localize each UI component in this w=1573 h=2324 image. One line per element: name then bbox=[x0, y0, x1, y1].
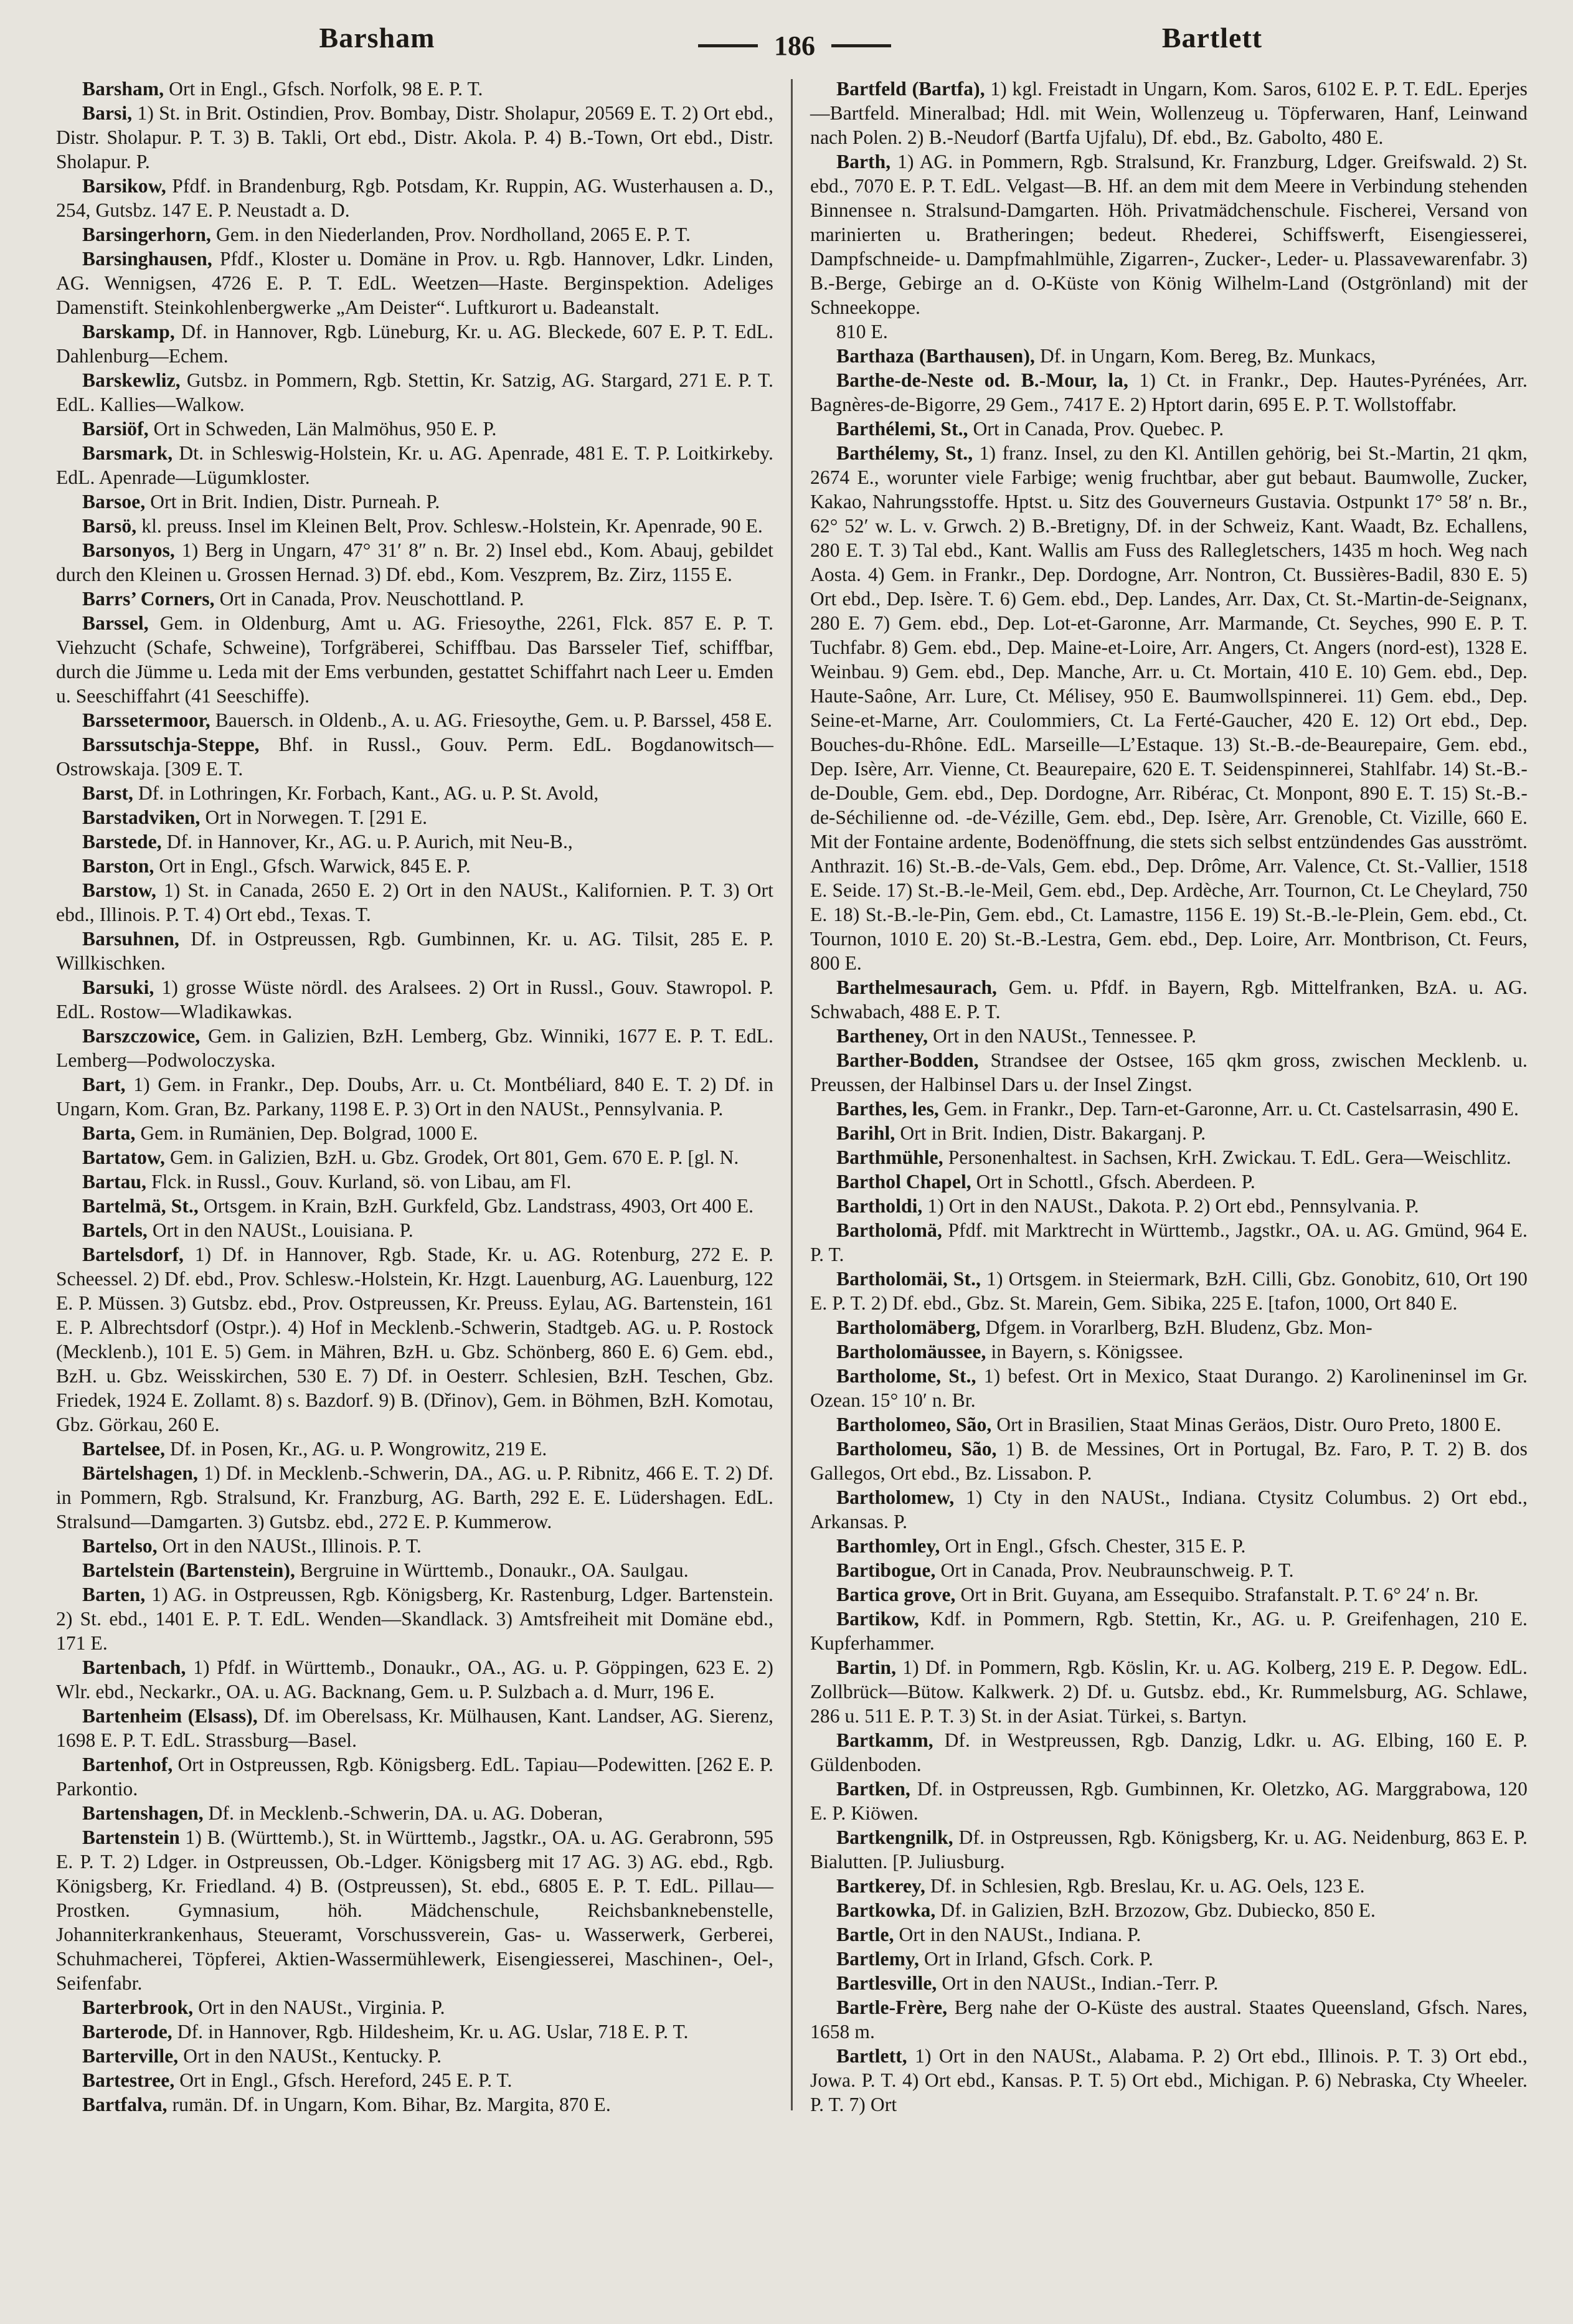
entry-text: Ort in Canada, Prov. Neuschottland. P. bbox=[219, 588, 524, 610]
entry bbox=[810, 1169, 1528, 1194]
entry-headword: Bartken, bbox=[836, 1778, 910, 1800]
entry-headword: Bartlemy, bbox=[836, 1948, 919, 1970]
entry-headword: Barterbrook, bbox=[82, 1996, 194, 2018]
entry-text: Gem. in Frankr., Dep. Tarn-et-Garonne, Arr. u. Ct. Castelsarrasin, 490 E. bbox=[943, 1098, 1519, 1120]
entry-text: Df. in Galizien, BzH. Brzozow, Gbz. Dubiecko, 850 E. bbox=[940, 1899, 1376, 1921]
entry bbox=[56, 1145, 773, 1169]
entry-text: Dt. in Schleswig-Holstein, Kr. u. AG. Apenrade, 481 E. T. P. Loitkirkeby. EdL. Apenrade—Lügumkloster. bbox=[56, 442, 773, 488]
entry bbox=[56, 927, 773, 975]
entry-text: 1) kgl. Freistadt in Ungarn, Kom. Saros, 6102 E. P. T. EdL. Eperjes—Bartfeld. Mineralbad; Hdl. mit Wein, Wollenzeug u. Töpferwaren, Hanf, Leinwand nach Polen. 2) B.-Neudorf (Bartfa Ujfalu), Df. ebd., Bz. Gabolto, 480 E. bbox=[810, 78, 1528, 148]
entry bbox=[56, 319, 773, 368]
entry-text: Df. in Mecklenb.-Schwerin, DA. u. AG. Doberan, bbox=[208, 1802, 603, 1824]
entry bbox=[56, 538, 773, 587]
entry bbox=[810, 1364, 1528, 1412]
entry-headword: Barthol Chapel, bbox=[836, 1171, 971, 1193]
entry-text: 810 E. bbox=[836, 321, 888, 342]
entry-text: 1) B. (Württemb.), St. in Württemb., Jagstkr., OA. u. AG. Gerabronn, 595 E. P. T. 2) Ldger. in Ostpreussen, Ob.-Ldger. Königsberg mit 17 AG. 3) AG. ebd., Rgb. Königsberg, Kr. Friedland. 4) B. (Ostpreussen), St. ebd., 6805 E. P. T. EdL. Pillau—Prostken. Gymnasium, höh. Mädchenschule, Reichsbanknebenstelle, Johanniterkrankenhaus, Steueramt, Vorschussverein, Gas- u. Wasserwerk, Gerberei, Schuhmacherei, Töpferei, Aktien-Wassermühlewerk, Eisengiesserei, Maschinen-, Oel-, Seifenfabr. bbox=[56, 1826, 773, 1994]
entry-headword: Barsi, bbox=[82, 102, 133, 124]
entry-headword: Barsinghausen, bbox=[82, 248, 212, 270]
entry-headword: Barterville, bbox=[82, 2045, 179, 2067]
entry-text: 1) Df. in Mecklenb.-Schwerin, DA., AG. u. P. Ribnitz, 466 E. T. 2) Df. in Pommern, Rgb. Stralsund, Kr. Franzburg, AG. Barth, 292 E. E. Lüdershagen. EdL. Stralsund—Damgarten. 3) Gutsbz. ebd., 272 E. P. Kummerow. bbox=[56, 1462, 773, 1533]
entry bbox=[810, 1339, 1528, 1364]
entry-text: Gutsbz. in Pommern, Rgb. Stettin, Kr. Satzig, AG. Stargard, 271 E. P. T. EdL. Kallies—Walkow. bbox=[56, 369, 773, 415]
entry bbox=[810, 1655, 1528, 1728]
entry bbox=[56, 77, 773, 101]
entry-text: Pfdf., Kloster u. Domäne in Prov. u. Rgb. Hannover, Ldkr. Linden, AG. Wennigsen, 4726 E. P. T. EdL. Weetzen—Haste. Berginspektion. Adeliges Damenstift. Steinkohlenbergwerke „Am Deister“. Luftkurort u. Badeanstalt. bbox=[56, 248, 773, 318]
entry-headword: Barskamp, bbox=[82, 321, 175, 342]
entry-headword: Barsiöf, bbox=[82, 418, 149, 440]
entry-text: Df. in Ostpreussen, Rgb. Gumbinnen, Kr. Oletzko, AG. Marggrabowa, 120 E. P. Kiöwen. bbox=[810, 1778, 1528, 1824]
entry-text: Ort in den NAUSt., Indiana. P. bbox=[899, 1924, 1141, 1945]
entry-headword: Bartholomeo, São, bbox=[836, 1414, 992, 1435]
entry-text: Ort in Brit. Indien, Distr. Purneah. P. bbox=[150, 491, 440, 513]
entry-headword: Barssutschja-Steppe, bbox=[82, 734, 260, 755]
page-number: 186 bbox=[774, 31, 815, 61]
entry bbox=[810, 1121, 1528, 1145]
entry-headword: Bartelso, bbox=[82, 1535, 158, 1557]
entry bbox=[810, 975, 1528, 1024]
entry-text: Ort in Engl., Gfsch. Warwick, 845 E. P. bbox=[159, 855, 471, 877]
entry-text: Ort in Schottl., Gfsch. Aberdeen. P. bbox=[976, 1171, 1255, 1193]
entry-headword: Bartels, bbox=[82, 1219, 148, 1241]
entry-text: Dfgem. in Vorarlberg, BzH. Bludenz, Gbz. Mon- bbox=[985, 1316, 1372, 1338]
entry-text: Ort in Canada, Prov. Quebec. P. bbox=[973, 418, 1224, 440]
entry-text: Ort in Irland, Gfsch. Cork. P. bbox=[923, 1948, 1153, 1970]
entry bbox=[810, 1485, 1528, 1534]
entry bbox=[810, 1898, 1528, 1922]
entry-headword: Bartholdi, bbox=[836, 1195, 923, 1217]
entry-text: Gem. in Rumänien, Dep. Bolgrad, 1000 E. bbox=[140, 1122, 478, 1144]
entry-headword: Barsingerhorn, bbox=[82, 224, 212, 245]
entry-text: kl. preuss. Insel im Kleinen Belt, Prov. Schlesw.-Holstein, Kr. Apenrade, 90 E. bbox=[141, 515, 763, 537]
entry-headword: Barsuki, bbox=[82, 976, 154, 998]
entry bbox=[56, 1437, 773, 1461]
entry-text: Ortsgem. in Krain, BzH. Gurkfeld, Gbz. Landstrass, 4903, Ort 400 E. bbox=[203, 1195, 754, 1217]
entry-headword: Barsuhnen, bbox=[82, 928, 179, 950]
entry-headword: Barszczowice, bbox=[82, 1025, 201, 1047]
entry-headword: Bartkengnilk, bbox=[836, 1826, 953, 1848]
entry bbox=[810, 1728, 1528, 1777]
entry-text: Df. in Westpreussen, Rgb. Danzig, Ldkr. u. AG. Elbing, 160 E. P. Güldenboden. bbox=[810, 1729, 1528, 1775]
entry-headword: Bartikow, bbox=[836, 1608, 920, 1630]
entry-headword: Barthélemi, St., bbox=[836, 418, 968, 440]
entry bbox=[810, 1971, 1528, 1995]
entry bbox=[810, 1315, 1528, 1339]
entry-headword: Bartheney, bbox=[836, 1025, 928, 1047]
entry-text: 1) franz. Insel, zu den Kl. Antillen gehörig, bei St.-Martin, 21 qkm, 2674 E., worunter viele Farbige; wenig fruchtbar, aber gut bebaut. Baumwolle, Zucker, Kakao, Nahrungsstoffe. Hptst. u. Sitz des Gouverneurs Gustavia. Ostpunkt 17° 58′ n. Br., 62° 52′ w. L. v. Grwch. 2) B.-Bretigny, Df. in der Schweiz, Kant. Waadt, Bz. Echallens, 280 E. T. 3) Tal ebd., Kant. Wallis am Fuss des Rallegletschers, 1435 m hoch. Weg nach Aosta. 4) Gem. in Frankr., Dep. Dordogne, Arr. Nontron, Ct. Bussières-Badil, 830 E. 5) Ort ebd., Dep. Isère. T. 6) Gem. ebd., Dep. Landes, Arr. Dax, Ct. St.-Martin-de-Seignanx, 280 E. 7) Gem. ebd., Dep. Lot-et-Garonne, Arr. Marmande, Ct. Seyches, 990 E. P. T. Tuchfabr. 8) Gem. ebd., Dep. Maine-et-Loire, Arr. Angers, Ct. Angers (nord-est), 1328 E. Weinbau. 9) Gem. ebd., Dep. Manche, Arr. u. Ct. Mortain, 410 E. 10) Gem. ebd., Dep. Haute-Saône, Arr. Lure, Ct. Mélisey, 950 E. Baumwollspinnerei. 11) Gem. ebd., Dep. Seine-et-Marne, Arr. Coulommiers, Ct. La Ferté-Gaucher, 420 E. 12) Ort ebd., Dep. Bouches-du-Rhône. EdL. Marseille—L’Estaque. 13) St.-B.-de-Beaurepaire, Gem. ebd., Dep. Isère, Arr. Vienne, Ct. Beaurepaire, 620 E. T. Seidenspinnerei, Stahlfabr. 14) St.-B.-de-Double, Gem. ebd., Dep. Dordogne, Arr. Ribérac, Ct. Monpont, 890 E. T. 15) St.-B.-de-Séchilienne od. -de-Vézille, Gem. ebd., Dep. Isère, Arr. Grenoble, Ct. Vizille, 660 E. Mit der Fontaine ardente, Bodenöffnung, die stets sich selbst entzündendes Gas ausströmt. Anthrazit. 16) St.-B.-de-Vals, Gem. ebd., Dep. Drôme, Arr. Valence, Ct. St.-Vallier, 1518 E. Seide. 17) St.-B.-le-Meil, Gem. ebd., Dep. Ardèche, Arr. Tournon, Ct. Le Cheylard, 750 E. 18) St.-B.-le-Pin, Gem. ebd., Ct. Lamastre, 1156 E. 19) St.-B.-le-Plein, Gem. ebd., Ct. Tournon, 1010 E. 20) St.-B.-Lestra, Gem. ebd., Dep. Loire, Arr. Montbrison, Ct. Feurs, 800 E. bbox=[810, 442, 1528, 974]
entry-headword: Barssetermoor, bbox=[82, 709, 210, 731]
entry-text: 1) Cty in den NAUSt., Indiana. Ctysitz Columbus. 2) Ort ebd., Arkansas. P. bbox=[810, 1486, 1528, 1533]
entry-text: Df. in Lothringen, Kr. Forbach, Kant., AG. u. P. St. Avold, bbox=[138, 782, 599, 804]
entry-headword: Bartlesville, bbox=[836, 1972, 937, 1994]
entry-headword: Bartelsee, bbox=[82, 1438, 166, 1460]
entry bbox=[56, 611, 773, 708]
entry-headword: Bartkamm, bbox=[836, 1729, 933, 1751]
entry bbox=[810, 1825, 1528, 1874]
entry bbox=[56, 1072, 773, 1121]
entry-headword: Bartholomäberg, bbox=[836, 1316, 981, 1338]
entry bbox=[56, 2068, 773, 2092]
entry-headword: Bartholomäussee, bbox=[836, 1341, 986, 1363]
entry bbox=[56, 1024, 773, 1072]
entry bbox=[56, 2092, 773, 2117]
entry-text: 1) Ct. in Frankr., Dep. Hautes-Pyrénées, Arr. Bagnères-de-Bigorre, 29 Gem., 7417 E. 2) Hptort darin, 695 E. P. T. Wollstoffabr. bbox=[810, 369, 1528, 415]
entry-headword: Barrs’ Corners, bbox=[82, 588, 215, 610]
entry bbox=[56, 829, 773, 854]
entry-headword: Bartlett, bbox=[836, 2045, 907, 2067]
entry-text: Df. in Hannover, Rgb. Hildesheim, Kr. u. AG. Uslar, 718 E. P. T. bbox=[177, 2021, 689, 2043]
entry-headword: Bartenhof, bbox=[82, 1754, 173, 1775]
entry-text: Ort in den NAUSt., Louisiana. P. bbox=[152, 1219, 413, 1241]
column-left bbox=[56, 77, 773, 2117]
entry bbox=[810, 1607, 1528, 1655]
entry-headword: Bartholome, St., bbox=[836, 1365, 976, 1387]
entry bbox=[810, 1777, 1528, 1825]
entry bbox=[56, 174, 773, 222]
entry bbox=[810, 1218, 1528, 1267]
entry-text: Ort in den NAUSt., Illinois. P. T. bbox=[162, 1535, 422, 1557]
entry-text: Ort in Brasilien, Staat Minas Geräos, Distr. Ouro Preto, 1800 E. bbox=[996, 1414, 1501, 1435]
entry-headword: Bartle-Frère, bbox=[836, 1996, 948, 2018]
entry-headword: Barstadviken, bbox=[82, 806, 201, 828]
entry-text: Bhf. in Russl., Gouv. Perm. EdL. Bogdanowitsch—Ostrowskaja. [309 E. T. bbox=[56, 734, 773, 780]
entry bbox=[56, 1995, 773, 2019]
entry bbox=[56, 1558, 773, 1582]
entry-headword: Barthe-de-Neste od. B.-Mour, la, bbox=[836, 369, 1129, 391]
entry-headword: Barsham, bbox=[82, 78, 164, 100]
entry-headword: Bartibogue, bbox=[836, 1559, 936, 1581]
entry bbox=[56, 708, 773, 732]
entry bbox=[56, 1655, 773, 1704]
entry bbox=[56, 854, 773, 878]
entry bbox=[56, 1169, 773, 1194]
entry-headword: Bartelstein (Bartenstein), bbox=[82, 1559, 296, 1581]
entry-headword: Barthes, les, bbox=[836, 1098, 939, 1120]
entry bbox=[56, 368, 773, 417]
header-center bbox=[698, 30, 891, 62]
entry bbox=[56, 441, 773, 489]
entry-text: 1) Pfdf. in Württemb., Donaukr., OA., AG. u. P. Göppingen, 623 E. 2) Wlr. ebd., Neckarkr., OA. u. AG. Backnang, Gem. u. P. Sulzbach a. d. Murr, 196 E. bbox=[56, 1656, 773, 1703]
entry-text: 1) grosse Wüste nördl. des Aralsees. 2) Ort in Russl., Gouv. Stawropol. P. EdL. Rostow—Wladikawkas. bbox=[56, 976, 773, 1023]
entry bbox=[56, 417, 773, 441]
entry-headword: Bartelmä, St., bbox=[82, 1195, 199, 1217]
entry-headword: Barsikow, bbox=[82, 175, 166, 197]
entry bbox=[810, 2044, 1528, 2117]
entry-headword: Bärtelshagen, bbox=[82, 1462, 198, 1484]
entry bbox=[810, 1995, 1528, 2044]
entry-text: Personenhaltest. in Sachsen, KrH. Zwickau. T. EdL. Gera—Weischlitz. bbox=[948, 1146, 1511, 1168]
entry bbox=[810, 1947, 1528, 1971]
entry bbox=[810, 441, 1528, 975]
entry-headword: Bartholomä, bbox=[836, 1219, 942, 1241]
entry-text: 1) Df. in Pommern, Rgb. Köslin, Kr. u. AG. Kolberg, 219 E. P. Degow. EdL. Zollbrück—Bütow. Kalkwerk. 2) Df. u. Gutsbz. ebd., Kr. Rummelsburg, AG. Schlawe, 286 u. 511 E. P. T. 3) St. in der Asiat. Türkei, s. Bartyn. bbox=[810, 1656, 1528, 1727]
entry-headword: Bartfeld (Bartfa), bbox=[836, 78, 985, 100]
entry bbox=[810, 417, 1528, 441]
entry-text: Gem. in den Niederlanden, Prov. Nordholland, 2065 E. P. T. bbox=[216, 224, 691, 245]
header-left-word: Barsham bbox=[319, 22, 435, 54]
entry bbox=[56, 101, 773, 174]
entry-text: Ort in Canada, Prov. Neubraunschweig. P. T. bbox=[940, 1559, 1294, 1581]
entry-text: Gem. in Oldenburg, Amt u. AG. Friesoythe, 2261, Flck. 857 E. P. T. Viehzucht (Schafe, Schweine), Torfgräberei, Schiffbau. Das Barsseler Tief, schiffbar, durch die Jümme u. Leda mit der Ems verbunden, gestattet Schiffahrt nach Leer u. Emden u. Seeschiffahrt (41 Seeschiffe). bbox=[56, 612, 773, 707]
entry-text: Ort in Norwegen. T. [291 E. bbox=[205, 806, 428, 828]
entry-headword: Bartelsdorf, bbox=[82, 1244, 184, 1265]
entry-headword: Bart, bbox=[82, 1074, 126, 1095]
entry-text: Bauersch. in Oldenb., A. u. AG. Friesoythe, Gem. u. P. Barssel, 458 E. bbox=[215, 709, 772, 731]
entry-text: 1) B. de Messines, Ort in Portugal, Bz. Faro, P. T. 2) B. dos Gallegos, Ort ebd., Bz. Lissabon. P. bbox=[810, 1438, 1528, 1484]
entry-text: Ort in Engl., Gfsch. Chester, 315 E. P. bbox=[945, 1535, 1246, 1557]
entry bbox=[56, 975, 773, 1024]
entry-text: Df. in Ostpreussen, Rgb. Königsberg, Kr. u. AG. Neidenburg, 863 E. P. Bialutten. [P. Juliusburg. bbox=[810, 1826, 1528, 1873]
entry-text: Gem. in Galizien, BzH. u. Gbz. Grodek, Ort 801, Gem. 670 E. P. [gl. N. bbox=[170, 1146, 739, 1168]
entry-text: Df. im Oberelsass, Kr. Mülhausen, Kant. Landser, AG. Sierenz, 1698 E. P. T. EdL. Strassburg—Basel. bbox=[56, 1705, 773, 1751]
entry bbox=[810, 77, 1528, 149]
entry-text: Gem. in Galizien, BzH. Lemberg, Gbz. Winniki, 1677 E. P. T. EdL. Lemberg—Podwoloczyska. bbox=[56, 1025, 773, 1071]
entry-headword: Barsö, bbox=[82, 515, 137, 537]
entry-headword: Bartkowka, bbox=[836, 1899, 936, 1921]
entry-text: in Bayern, s. Königssee. bbox=[991, 1341, 1184, 1363]
entry bbox=[56, 1194, 773, 1218]
entry-text: Ort in den NAUSt., Virginia. P. bbox=[198, 1996, 445, 2018]
entry-headword: Barihl, bbox=[836, 1122, 895, 1144]
entry-headword: Bartholomeu, São, bbox=[836, 1438, 997, 1460]
entry-headword: Bartenheim (Elsass), bbox=[82, 1705, 258, 1727]
entry-headword: Barten, bbox=[82, 1584, 146, 1605]
entry bbox=[810, 1024, 1528, 1048]
entry-text: 1) AG. in Ostpreussen, Rgb. Königsberg, Kr. Rastenburg, Ldger. Bartenstein. 2) St. ebd., 1401 E. P. T. EdL. Wenden—Skandlack. 3) Amtsfreiheit mit Domäne ebd., 171 E. bbox=[56, 1584, 774, 1654]
entry bbox=[810, 1412, 1528, 1437]
entry-text: 1) befest. Ort in Mexico, Staat Durango. 2) Karolineninsel im Gr. Ozean. 15° 10′ n. Br. bbox=[810, 1365, 1528, 1411]
text-columns bbox=[56, 77, 1533, 2117]
entry bbox=[810, 149, 1528, 319]
entry-headword: Bartenbach, bbox=[82, 1656, 186, 1678]
entry-text: Ort in Engl., Gfsch. Norfolk, 98 E. P. T. bbox=[169, 78, 483, 100]
entry-headword: Barthelmesaurach, bbox=[836, 976, 998, 998]
entry-text: Df. in Hannover, Kr., AG. u. P. Aurich, mit Neu-B., bbox=[166, 831, 573, 853]
entry-text: Strandsee der Ostsee, 165 qkm gross, zwischen Mecklenb. u. Preussen, der Halbinsel Dars u. der Insel Zingst. bbox=[810, 1049, 1528, 1095]
entry-text: 1) AG. in Pommern, Rgb. Stralsund, Kr. Franzburg, Ldger. Greifswald. 2) St. ebd., 7070 E. P. T. EdL. Velgast—B. Hf. an dem mit dem Meere in Verbindung stehenden Binnensee n. Stralsund-Damgarten. Höh. Privatmädchenschule. Fischerei, Versand von marinierten u. Bratheringen; bedeut. Rhederei, Schiffswerft, Eisengiesserei, Dampfschneide- u. Dampfmahlmühle, Zigarren-, Zucker-, Leder- u. Plassavewarenfabr. 3) B.-Berge, Gebirge an d. O-Küste von König Wilhelm-Land (Ostgrönland) mit der Schneekoppe. bbox=[810, 151, 1528, 318]
entry-headword: Barsmark, bbox=[82, 442, 173, 464]
entry bbox=[810, 1534, 1528, 1558]
entry bbox=[810, 1194, 1528, 1218]
entry-headword: Barssel, bbox=[82, 612, 149, 634]
entry bbox=[810, 344, 1528, 368]
entry-headword: Bartholomäi, St., bbox=[836, 1268, 981, 1290]
entry-headword: Bartin, bbox=[836, 1656, 897, 1678]
entry-text: Df. in Ostpreussen, Rgb. Gumbinnen, Kr. u. AG. Tilsit, 285 E. P. Willkischken. bbox=[56, 928, 773, 974]
entry bbox=[810, 368, 1528, 417]
entry bbox=[56, 1218, 773, 1242]
entry-headword: Barta, bbox=[82, 1122, 136, 1144]
entry-text: Df. in Hannover, Rgb. Lüneburg, Kr. u. AG. Bleckede, 607 E. P. T. EdL. Dahlenburg—Echem. bbox=[56, 321, 773, 367]
entry-headword: Barsonyos, bbox=[82, 539, 175, 561]
entry-headword: Barston, bbox=[82, 855, 154, 877]
column-divider bbox=[791, 79, 793, 2110]
entry bbox=[56, 1121, 773, 1145]
entry-text: Pfdf. mit Marktrecht in Württemb., Jagstkr., OA. u. AG. Gmünd, 964 E. P. T. bbox=[810, 1219, 1528, 1265]
entry-text: Pfdf. in Brandenburg, Rgb. Potsdam, Kr. Ruppin, AG. Wusterhausen a. D., 254, Gutsbz. 147 E. P. Neustadt a. D. bbox=[56, 175, 773, 221]
entry bbox=[810, 319, 1528, 344]
entry-text: 1) Berg in Ungarn, 47° 31′ 8″ n. Br. 2) Insel ebd., Kom. Abauj, gebildet durch den Kleinen u. Grossen Hernad. 3) Df. ebd., Kom. Veszprem, Bz. Zirz, 1155 E. bbox=[56, 539, 773, 585]
entry bbox=[810, 1145, 1528, 1169]
entry-headword: Barst, bbox=[82, 782, 133, 804]
header-right-word: Bartlett bbox=[1161, 22, 1263, 54]
header-rule-left bbox=[698, 44, 758, 47]
entry-headword: Bartau, bbox=[82, 1171, 147, 1193]
entry bbox=[56, 1825, 773, 1995]
entry bbox=[56, 247, 773, 319]
entry-headword: Barthomley, bbox=[836, 1535, 940, 1557]
entry bbox=[810, 1048, 1528, 1097]
entry bbox=[56, 1242, 773, 1437]
entry-text: Gem. u. Pfdf. in Bayern, Rgb. Mittelfranken, BzA. u. AG. Schwabach, 488 E. P. T. bbox=[810, 976, 1528, 1023]
entry-text: Ort in Ostpreussen, Rgb. Königsberg. EdL. Tapiau—Podewitten. [262 E. P. Parkontio. bbox=[56, 1754, 773, 1800]
entry bbox=[810, 1558, 1528, 1582]
entry-text: 1) St. in Brit. Ostindien, Prov. Bombay, Distr. Sholapur, 20569 E. T. 2) Ort ebd., Distr. Sholapur. P. T. 3) B. Takli, Ort ebd., Distr. Akola. P. 4) B.-Town, Ort ebd., Distr. Sholapur. P. bbox=[56, 102, 773, 172]
entry-text: Ort in Brit. Guyana, am Essequibo. Strafanstalt. P. T. 6° 24′ n. Br. bbox=[960, 1584, 1479, 1605]
entry-text: Ort in den NAUSt., Kentucky. P. bbox=[183, 2045, 442, 2067]
entry bbox=[810, 1437, 1528, 1485]
entry-text: Ort in den NAUSt., Tennessee. P. bbox=[933, 1025, 1197, 1047]
entry-text: 1) Df. in Hannover, Rgb. Stade, Kr. u. AG. Rotenburg, 272 E. P. Scheessel. 2) Df. ebd., Prov. Schlesw.-Holstein, Kr. Hzgt. Lauenburg, AG. Lauenburg, 122 E. P. Müssen. 3) Gutsbz. ebd., Prov. Ostpreussen, Kr. Preuss. Eylau, AG. Bartenstein, 161 E. P. Albrechtsdorf (Ostpr.). 4) Hof in Mecklenb.-Schwerin, Stadtgeb. AG. u. P. Rostock (Mecklenb.), 101 E. 5) Gem. in Mähren, BzH. u. Gbz. Schönberg, 860 E. 6) Gem. ebd., BzH. u. Gbz. Weisskirchen, 530 E. 7) Df. in Oesterr. Schlesien, BzH. Teschen, Gbz. Friedek, 1924 E. Zollamt. 8) s. Bazdorf. 9) B. (Dřinov), Gem. in Böhmen, BzH. Komotau, Gbz. Görkau, 260 E. bbox=[56, 1244, 774, 1435]
page-header bbox=[56, 21, 1533, 62]
entry bbox=[56, 1582, 773, 1655]
entry-text: Bergruine in Württemb., Donaukr., OA. Saulgau. bbox=[300, 1559, 689, 1581]
entry-text: Ort in Schweden, Län Malmöhus, 950 E. P. bbox=[153, 418, 497, 440]
entry bbox=[56, 2019, 773, 2044]
entry-headword: Bartholomew, bbox=[836, 1486, 955, 1508]
entry-headword: Barterode, bbox=[82, 2021, 172, 2043]
entry bbox=[810, 1267, 1528, 1315]
entry bbox=[56, 1461, 773, 1534]
entry bbox=[56, 732, 773, 781]
header-rule-right bbox=[831, 44, 891, 47]
entry bbox=[810, 1582, 1528, 1607]
entry-text: Flck. in Russl., Gouv. Kurland, sö. von Libau, am Fl. bbox=[151, 1171, 572, 1193]
entry bbox=[810, 1097, 1528, 1121]
entry bbox=[56, 878, 773, 927]
entry-headword: Bartestree, bbox=[82, 2069, 175, 2091]
entry-text: 1) Ortsgem. in Steiermark, BzH. Cilli, Gbz. Gonobitz, 610, Ort 190 E. P. T. 2) Df. ebd., Gbz. St. Marein, Gem. Sibika, 225 E. [tafon, 1000, Ort 840 E. bbox=[810, 1268, 1528, 1314]
entry bbox=[56, 1534, 773, 1558]
entry-text: Df. in Posen, Kr., AG. u. P. Wongrowitz, 219 E. bbox=[170, 1438, 547, 1460]
entry bbox=[56, 222, 773, 247]
entry bbox=[56, 781, 773, 805]
entry-headword: Barthélemy, St., bbox=[836, 442, 973, 464]
entry bbox=[56, 1704, 773, 1752]
entry bbox=[56, 489, 773, 514]
entry-headword: Bartenshagen, bbox=[82, 1802, 204, 1824]
entry-text: 1) Gem. in Frankr., Dep. Doubs, Arr. u. Ct. Montbéliard, 840 E. T. 2) Df. in Ungarn, Kom. Gran, Bz. Parkany, 1198 E. P. 3) Ort in den NAUSt., Pennsylvania. P. bbox=[56, 1074, 773, 1120]
entry-headword: Barthmühle, bbox=[836, 1146, 943, 1168]
entry-headword: Bartkerey, bbox=[836, 1875, 926, 1897]
entry-headword: Bartatow, bbox=[82, 1146, 166, 1168]
entry bbox=[56, 805, 773, 829]
entry bbox=[810, 1874, 1528, 1898]
entry-headword: Barstede, bbox=[82, 831, 162, 853]
entry bbox=[56, 1752, 773, 1801]
entry bbox=[810, 1922, 1528, 1947]
entry-headword: Bartle, bbox=[836, 1924, 894, 1945]
entry-text: Kdf. in Pommern, Rgb. Stettin, Kr., AG. u. P. Greifenhagen, 210 E. Kupferhammer. bbox=[810, 1608, 1528, 1654]
entry-headword: Barstow, bbox=[82, 879, 156, 901]
entry-headword: Bartica grove, bbox=[836, 1584, 956, 1605]
entry-headword: Bartenstein bbox=[82, 1826, 180, 1848]
entry-text: 1) Ort in den NAUSt., Dakota. P. 2) Ort ebd., Pennsylvania. P. bbox=[927, 1195, 1419, 1217]
entry-headword: Barskewliz, bbox=[82, 369, 181, 391]
entry-text: rumän. Df. in Ungarn, Kom. Bihar, Bz. Margita, 870 E. bbox=[172, 2094, 611, 2115]
entry-text: Ort in Engl., Gfsch. Hereford, 245 E. P. T. bbox=[179, 2069, 513, 2091]
entry bbox=[56, 2044, 773, 2068]
column-right bbox=[810, 77, 1528, 2117]
entry-text: Df. in Ungarn, Kom. Bereg, Bz. Munkacs, bbox=[1039, 345, 1376, 367]
entry-text: Ort in den NAUSt., Indian.-Terr. P. bbox=[942, 1972, 1219, 1994]
entry-text: Ort in Brit. Indien, Distr. Bakarganj. P. bbox=[900, 1122, 1206, 1144]
entry bbox=[56, 587, 773, 611]
entry-headword: Barsoe, bbox=[82, 491, 146, 513]
entry-text: Berg nahe der O-Küste des austral. Staates Queensland, Gfsch. Nares, 1658 m. bbox=[810, 1996, 1528, 2043]
entry-headword: Barther-Bodden, bbox=[836, 1049, 979, 1071]
entry bbox=[56, 514, 773, 538]
entry-text: 1) St. in Canada, 2650 E. 2) Ort in den NAUSt., Kalifornien. P. T. 3) Ort ebd., Illinois. P. T. 4) Ort ebd., Texas. T. bbox=[56, 879, 773, 925]
entry bbox=[56, 1801, 773, 1825]
entry-text: 1) Ort in den NAUSt., Alabama. P. 2) Ort ebd., Illinois. P. T. 3) Ort ebd., Jowa. P. T. 4) Ort ebd., Kansas. P. T. 5) Ort ebd., Michigan. P. 6) Nebraska, Cty Wheeler. P. T. 7) Ort bbox=[810, 2045, 1528, 2115]
entry-headword: Bartfalva, bbox=[82, 2094, 168, 2115]
entry-text: Df. in Schlesien, Rgb. Breslau, Kr. u. AG. Oels, 123 E. bbox=[930, 1875, 1365, 1897]
entry-headword: Barth, bbox=[836, 151, 891, 172]
entry-headword: Barthaza (Barthausen), bbox=[836, 345, 1035, 367]
